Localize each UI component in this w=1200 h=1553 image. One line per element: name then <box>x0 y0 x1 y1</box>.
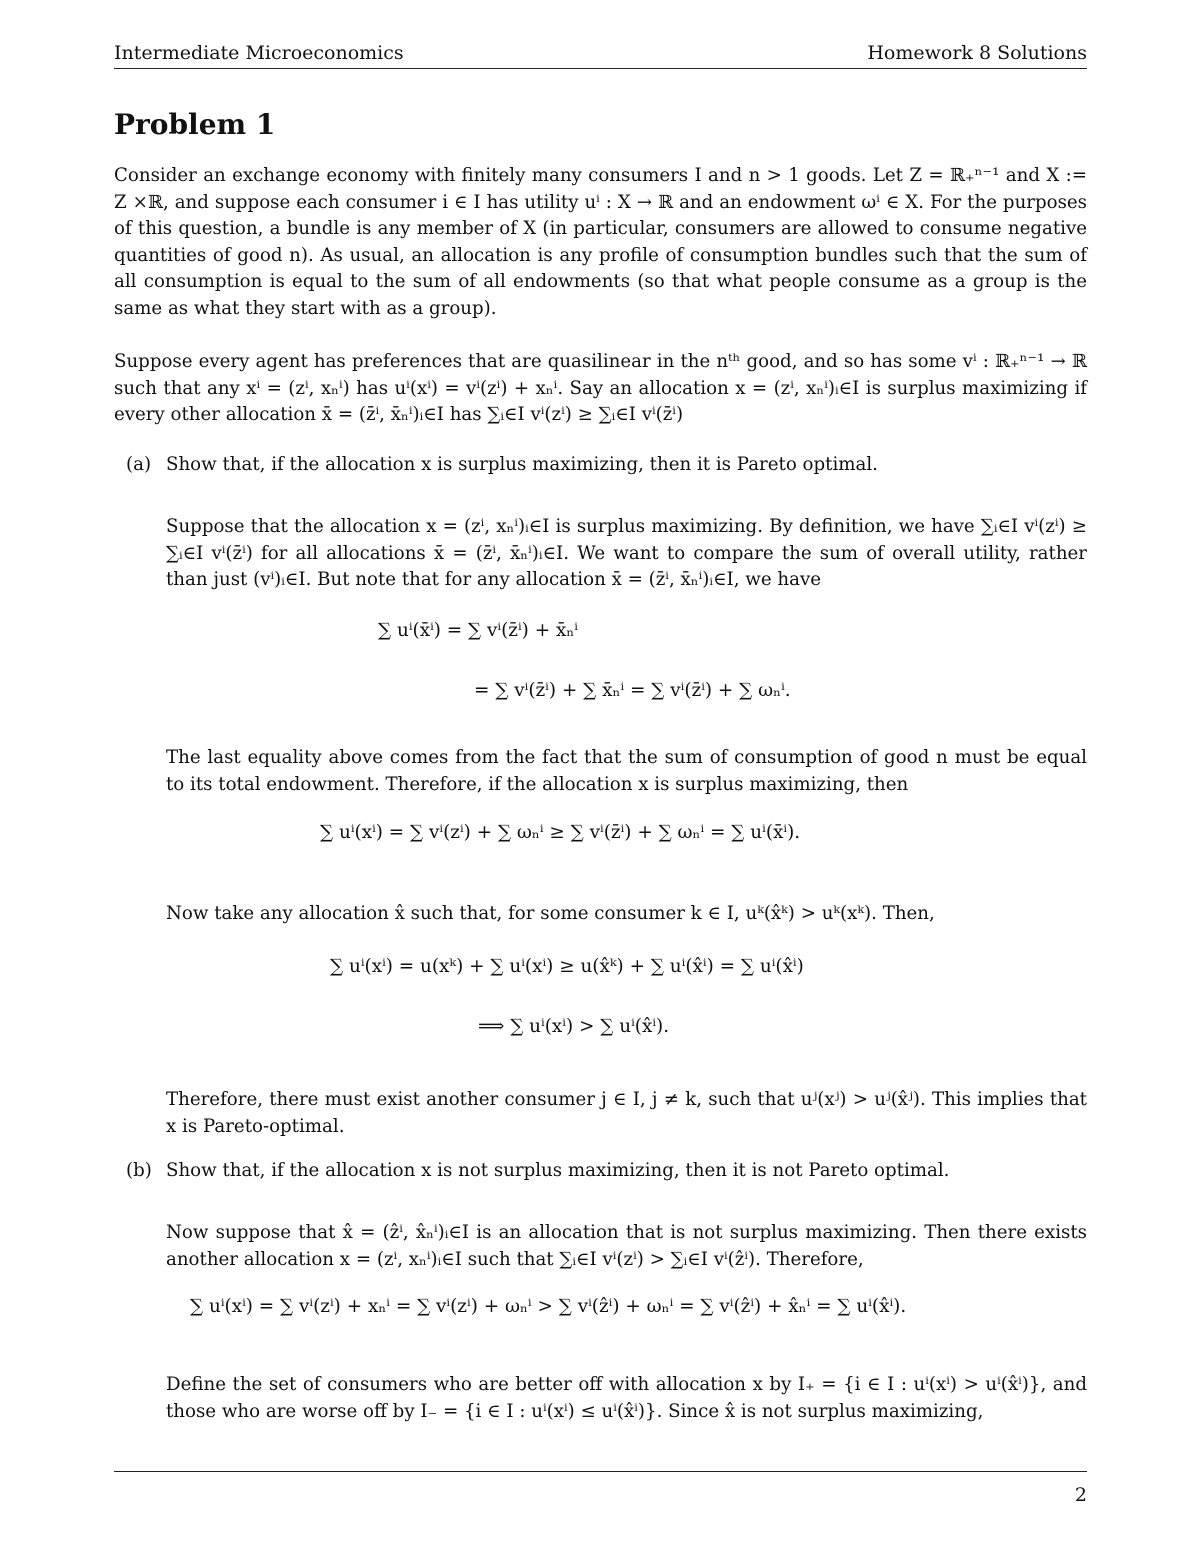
part-b-label: (b) <box>126 1160 152 1181</box>
running-header <box>114 40 1087 69</box>
footer-rule <box>114 1471 1087 1472</box>
equation-2: ∑ uⁱ(xⁱ) = ∑ vⁱ(zⁱ) + ∑ ωₙⁱ ≥ ∑ vⁱ(z̄ⁱ) + ∑ ωₙⁱ = ∑ uⁱ(x̄ⁱ). <box>320 822 801 843</box>
problem-heading: Problem 1 <box>114 108 276 141</box>
document-title: Homework 8 Solutions <box>867 42 1087 64</box>
equation-3-line-2: ⟹ ∑ uⁱ(xⁱ) > ∑ uⁱ(x̂ⁱ). <box>478 1016 670 1037</box>
equation-3-line-1: ∑ uⁱ(xⁱ) = u(xᵏ) + ∑ uⁱ(xⁱ) ≥ u(x̂ᵏ) + ∑ uⁱ(x̂ⁱ) = ∑ uⁱ(x̂ⁱ) <box>330 956 804 977</box>
part-a-text: Show that, if the allocation x is surplus maximizing, then it is Pareto optimal. <box>166 454 878 475</box>
part-a-paragraph-4: Therefore, there must exist another consumer j ∈ I, j ≠ k, such that uʲ(xʲ) > uʲ(x̂ʲ). This implies that x is Pareto-optimal. <box>166 1089 1087 1137</box>
course-title: Intermediate Microeconomics <box>114 42 404 64</box>
part-b-text: Show that, if the allocation x is not surplus maximizing, then it is not Pareto optimal. <box>166 1160 950 1181</box>
part-b-paragraph-1: Now suppose that x̂ = (ẑⁱ, x̂ₙⁱ)ᵢ∈I is an allocation that is not surplus maximizing. Then there exists another allocation x = (zⁱ, xₙⁱ)ᵢ∈I such that ∑ᵢ∈I vⁱ(zⁱ) > ∑ᵢ∈I vⁱ(ẑⁱ). Therefore, <box>166 1222 1087 1270</box>
equation-4: ∑ uⁱ(xⁱ) = ∑ vⁱ(zⁱ) + xₙⁱ = ∑ vⁱ(zⁱ) + ωₙⁱ > ∑ vⁱ(ẑⁱ) + ωₙⁱ = ∑ vⁱ(ẑⁱ) + x̂ₙⁱ = ∑ uⁱ(x̂ⁱ). <box>190 1296 907 1317</box>
part-a-paragraph-2: The last equality above comes from the fact that the sum of consumption of good n must be equal to its total endowment. Therefore, if the allocation x is surplus maximizing, then <box>166 747 1087 795</box>
intro-paragraph: Consider an exchange economy with finitely many consumers I and n > 1 goods. Let Z = ℝ₊ⁿ⁻¹ and X := Z ×ℝ, and suppose each consumer i ∈ I has utility uⁱ : X → ℝ and an endowment ωⁱ ∈ X. For the purposes of this question, a bundle is any member of X (in particular, consumers are allowed to consume negative quantities of good n). As usual, an allocation is any profile of consumption bundles such that the sum of all consumption is equal to the sum of all endowments (so that what people consume as a group is the same as what they start with as a group). <box>114 165 1087 319</box>
part-b-paragraph-2: Define the set of consumers who are better off with allocation x by I₊ = {i ∈ I : uⁱ(xⁱ) > uⁱ(x̂ⁱ)}, and those who are worse off by I₋ = {i ∈ I : uⁱ(xⁱ) ≤ uⁱ(x̂ⁱ)}. Since x̂ is not surplus maximizing, <box>166 1374 1087 1422</box>
setup-paragraph: Suppose every agent has preferences that are quasilinear in the nᵗʰ good, and so has some vⁱ : ℝ₊ⁿ⁻¹ → ℝ such that any xⁱ = (zⁱ, xₙⁱ) has uⁱ(xⁱ) = vⁱ(zⁱ) + xₙⁱ. Say an allocation x = (zⁱ, xₙⁱ)ᵢ∈I is surplus maximizing if every other allocation x̄ = (z̄ⁱ, x̄ₙⁱ)ᵢ∈I has ∑ᵢ∈I vⁱ(zⁱ) ≥ ∑ᵢ∈I vⁱ(z̄ⁱ) <box>114 351 1087 425</box>
equation-1-line-1: ∑ uⁱ(x̄ⁱ) = ∑ vⁱ(z̄ⁱ) + x̄ₙⁱ <box>378 620 578 641</box>
page-number: 2 <box>1074 1484 1087 1506</box>
part-a-label: (a) <box>126 454 152 475</box>
part-a-paragraph-3: Now take any allocation x̂ such that, for some consumer k ∈ I, uᵏ(x̂ᵏ) > uᵏ(xᵏ). Then, <box>166 903 935 924</box>
equation-1-line-2: = ∑ vⁱ(z̄ⁱ) + ∑ x̄ₙⁱ = ∑ vⁱ(z̄ⁱ) + ∑ ωₙⁱ. <box>474 680 791 701</box>
part-a-paragraph-1: Suppose that the allocation x = (zⁱ, xₙⁱ)ᵢ∈I is surplus maximizing. By definition, we have ∑ᵢ∈I vⁱ(zⁱ) ≥ ∑ᵢ∈I vⁱ(z̄ⁱ) for all allocations x̄ = (z̄ⁱ, x̄ₙⁱ)ᵢ∈I. We want to compare the sum of overall utility, rather than just (vⁱ)ᵢ∈I. But note that for any allocation x̄ = (z̄ⁱ, x̄ₙⁱ)ᵢ∈I, we have <box>166 516 1087 590</box>
